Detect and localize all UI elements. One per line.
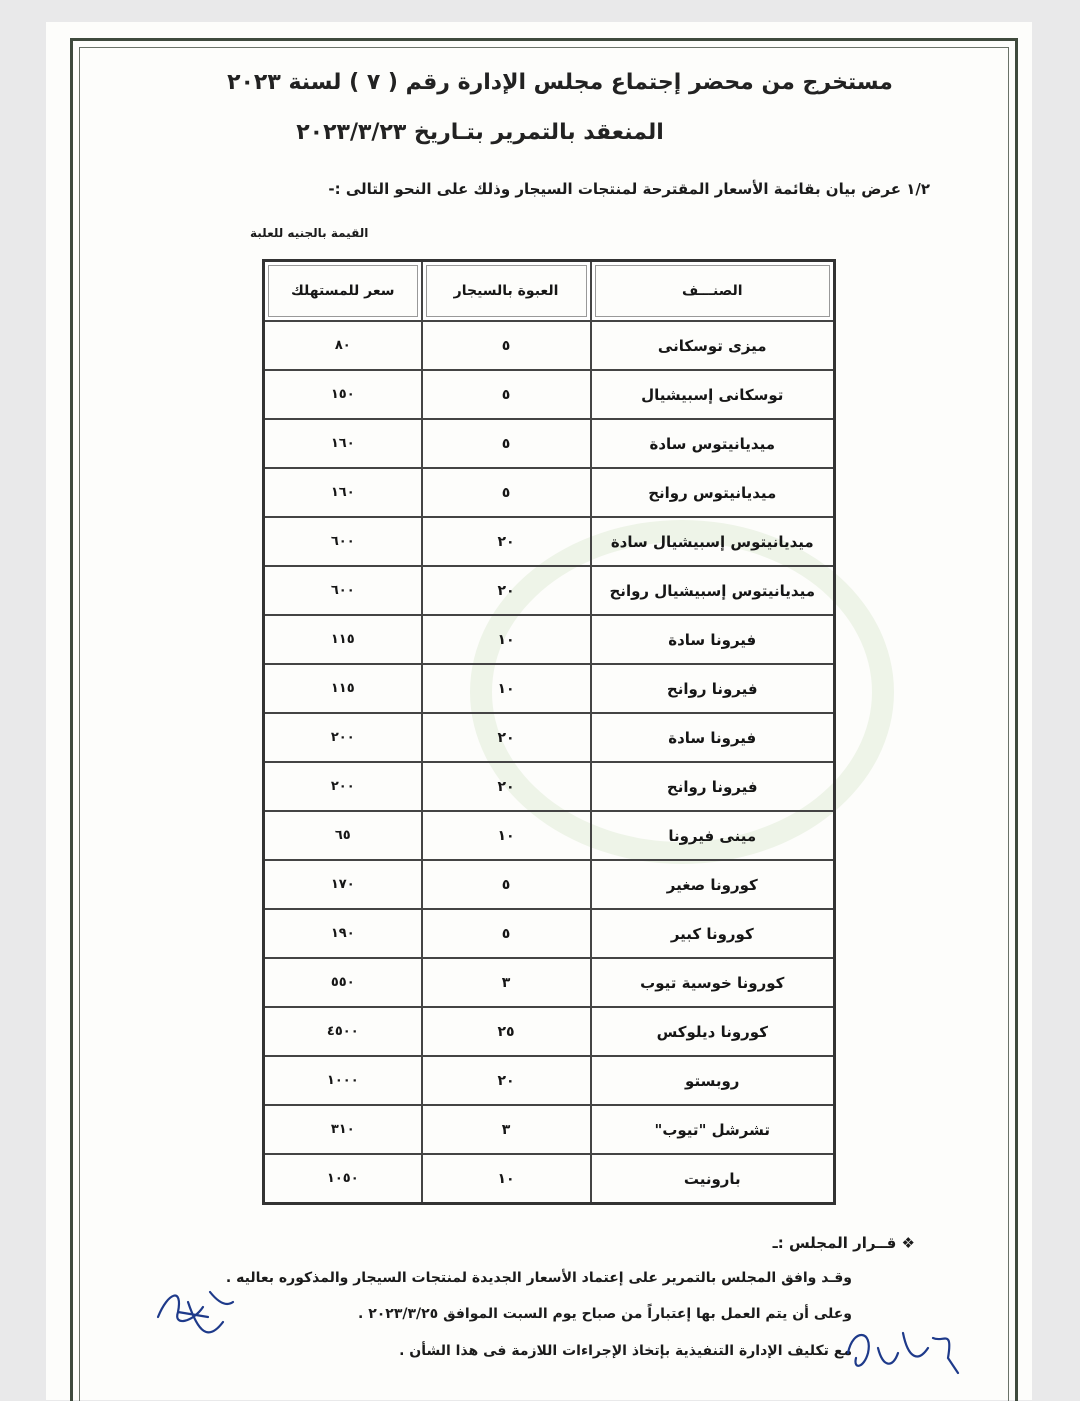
cell-product: تشرشل "تيوب" bbox=[591, 1105, 835, 1154]
header-pack: العبوة بالسيجار bbox=[422, 261, 591, 322]
cell-product: كورونا خوسية تيوب bbox=[591, 958, 835, 1007]
cell-product: فيرونا روانح bbox=[591, 762, 835, 811]
cell-pack: ٢٠ bbox=[422, 713, 591, 762]
document-subtitle: المنعقد بالتمرير بتـاريخ ٢٠٢٣/٣/٢٣ bbox=[296, 120, 664, 145]
cell-price: ١٩٠ bbox=[264, 909, 422, 958]
decision-heading: ❖ قــرار المجلس :ـ bbox=[772, 1234, 915, 1252]
cell-price: ٨٠ bbox=[264, 321, 422, 370]
cell-pack: ٢٠ bbox=[422, 1056, 591, 1105]
signature-left bbox=[148, 1272, 238, 1352]
cell-pack: ٥ bbox=[422, 909, 591, 958]
cell-price: ١١٥ bbox=[264, 615, 422, 664]
table-row bbox=[264, 419, 835, 468]
cell-price: ١١٥ bbox=[264, 664, 422, 713]
table-header-row bbox=[264, 261, 835, 322]
cell-product: ميديانيتوس إسبيشيال سادة bbox=[591, 517, 835, 566]
cell-price: ١٠٥٠ bbox=[264, 1154, 422, 1204]
table-row bbox=[264, 762, 835, 811]
unit-note: القيمة بالجنيه للعلبة bbox=[250, 226, 369, 240]
cell-product: ميديانيتوس إسبيشيال روانح bbox=[591, 566, 835, 615]
table-row bbox=[264, 909, 835, 958]
cell-price: ٥٥٠ bbox=[264, 958, 422, 1007]
cell-product: مينى فيرونا bbox=[591, 811, 835, 860]
table-row bbox=[264, 1056, 835, 1105]
cell-pack: ٥ bbox=[422, 370, 591, 419]
cell-pack: ٥ bbox=[422, 321, 591, 370]
cell-product: كورونا ديلوكس bbox=[591, 1007, 835, 1056]
cell-product: ميزى توسكانى bbox=[591, 321, 835, 370]
cell-product: ميديانيتوس سادة bbox=[591, 419, 835, 468]
cell-pack: ١٠ bbox=[422, 811, 591, 860]
table-row bbox=[264, 370, 835, 419]
table-row bbox=[264, 713, 835, 762]
decision-line-1: وقـد وافق المجلس بالتمرير على إعتماد الأسعار الجديدة لمنتجات السيجار والمذكوره بعاليه . bbox=[225, 1270, 852, 1286]
document-title: مستخرج من محضر إجتماع مجلس الإدارة رقم ( ٧ ) لسنة ٢٠٢٣ bbox=[227, 70, 893, 95]
cell-product: كورونا كبير bbox=[591, 909, 835, 958]
price-table bbox=[262, 259, 836, 1205]
cell-pack: ٢٠ bbox=[422, 517, 591, 566]
cell-product: فيرونا سادة bbox=[591, 615, 835, 664]
cell-product: روبستو bbox=[591, 1056, 835, 1105]
agenda-item: ١/٢ عرض بيان بقائمة الأسعار المقترحة لمنتجات السيجار وذلك على النحو التالى :- bbox=[328, 180, 930, 198]
cell-price: ٢٠٠ bbox=[264, 713, 422, 762]
cell-pack: ٢٥ bbox=[422, 1007, 591, 1056]
cell-product: فيرونا روانح bbox=[591, 664, 835, 713]
cell-price: ١٦٠ bbox=[264, 419, 422, 468]
cell-price: ١٦٠ bbox=[264, 468, 422, 517]
cell-pack: ٢٠ bbox=[422, 566, 591, 615]
cell-pack: ١٠ bbox=[422, 664, 591, 713]
cell-product: فيرونا سادة bbox=[591, 713, 835, 762]
table-row bbox=[264, 811, 835, 860]
cell-product: كورونا صغير bbox=[591, 860, 835, 909]
table-row bbox=[264, 566, 835, 615]
cell-price: ١٧٠ bbox=[264, 860, 422, 909]
table-row bbox=[264, 958, 835, 1007]
table-row bbox=[264, 615, 835, 664]
table-row bbox=[264, 860, 835, 909]
cell-product: ميديانيتوس روانح bbox=[591, 468, 835, 517]
table-row bbox=[264, 321, 835, 370]
table-row bbox=[264, 517, 835, 566]
table-row bbox=[264, 1105, 835, 1154]
decision-line-3: مع تكليف الإدارة التنفيذية بإتخاذ الإجراءات اللازمة فى هذا الشأن . bbox=[399, 1343, 852, 1359]
cell-pack: ٥ bbox=[422, 860, 591, 909]
signature-right bbox=[838, 1318, 968, 1388]
cell-pack: ٢٠ bbox=[422, 762, 591, 811]
cell-price: ٦٥ bbox=[264, 811, 422, 860]
table-row bbox=[264, 468, 835, 517]
cell-price: ٦٠٠ bbox=[264, 517, 422, 566]
cell-pack: ٣ bbox=[422, 958, 591, 1007]
table-row bbox=[264, 1154, 835, 1204]
cell-price: ٢٠٠ bbox=[264, 762, 422, 811]
cell-price: ٤٥٠٠ bbox=[264, 1007, 422, 1056]
cell-product: توسكانى إسبيشيال bbox=[591, 370, 835, 419]
cell-price: ٦٠٠ bbox=[264, 566, 422, 615]
header-product: الصنـــف bbox=[591, 261, 835, 322]
decision-line-2: وعلى أن يتم العمل بها إعتباراً من صباح يوم السبت الموافق ٢٠٢٣/٣/٢٥ . bbox=[357, 1306, 852, 1322]
header-price: سعر للمستهلك bbox=[264, 261, 422, 322]
cell-pack: ١٠ bbox=[422, 1154, 591, 1204]
cell-product: بارونيت bbox=[591, 1154, 835, 1204]
table-row bbox=[264, 664, 835, 713]
cell-price: ١٠٠٠ bbox=[264, 1056, 422, 1105]
cell-pack: ٥ bbox=[422, 419, 591, 468]
cell-pack: ٣ bbox=[422, 1105, 591, 1154]
cell-pack: ٥ bbox=[422, 468, 591, 517]
cell-pack: ١٠ bbox=[422, 615, 591, 664]
cell-price: ١٥٠ bbox=[264, 370, 422, 419]
cell-price: ٣١٠ bbox=[264, 1105, 422, 1154]
table-row bbox=[264, 1007, 835, 1056]
